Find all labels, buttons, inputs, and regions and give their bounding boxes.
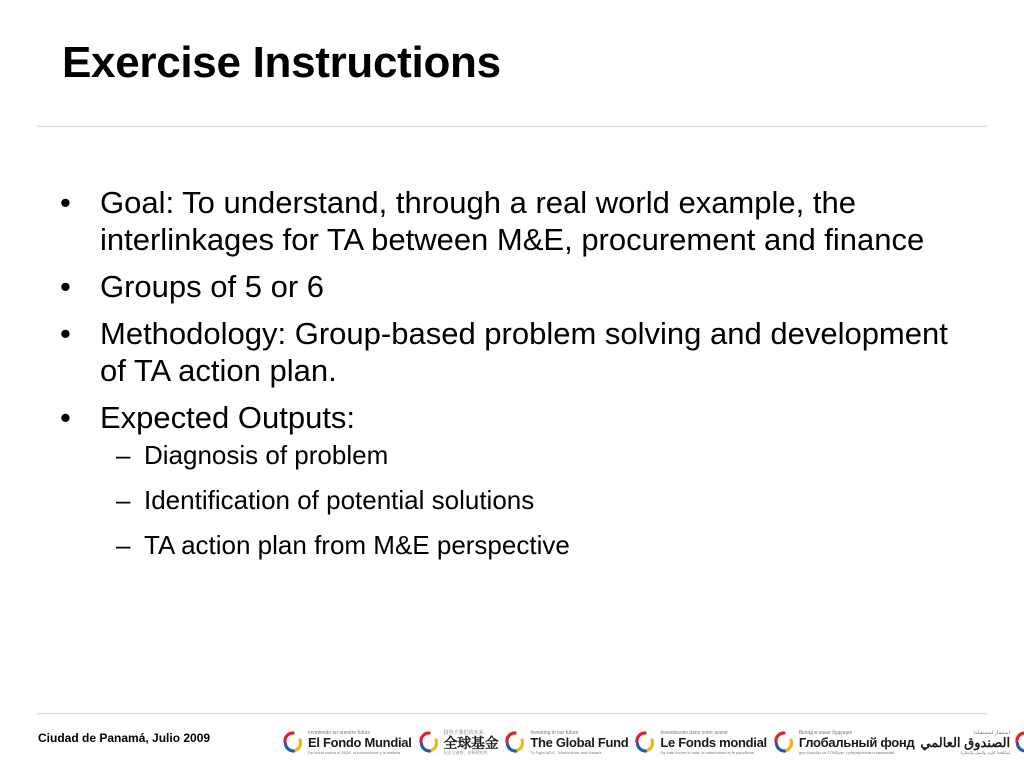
logo-name: The Global Fund [530, 734, 629, 750]
logo-arabic [920, 730, 1024, 755]
bullet-item-goal [60, 184, 980, 258]
logo-chinese [418, 730, 499, 755]
bullet-marker: • [60, 185, 71, 220]
footer-logo-strip [282, 722, 1024, 762]
bullet-text: Goal: To understand, through a real world example, the interlinkages for TA between M&E, procurement and finance [100, 185, 925, 257]
logo-tagline: 投资于我们的未来 [443, 729, 484, 736]
logo-name: الصندوق العالمي [920, 734, 1011, 750]
bullet-list [60, 184, 980, 575]
logo-tagline: Invirtiendo en nuestro futuro [308, 729, 371, 736]
bullet-text: Groups of 5 or 6 [100, 269, 325, 304]
sub-bullet-item [100, 530, 980, 561]
logo-tagline: Investing in our future [530, 729, 579, 736]
sub-bullet-item [100, 440, 980, 471]
logo-tagline: Investissons dans notre avenir [660, 729, 728, 736]
dash-marker: – [116, 485, 131, 515]
logo-subline: для борьбы со СПИДом, туберкулезом и малярией [798, 749, 895, 755]
logo-subline: De lucha contra el SIDA, la tuberculosis y la malaria [308, 749, 401, 755]
slide-title: Exercise Instructions [62, 38, 501, 87]
logo-name: El Fondo Mundial [308, 734, 412, 750]
logo-spanish [282, 730, 412, 755]
footer-divider [36, 713, 988, 714]
bullet-item-expected-outputs [60, 399, 980, 561]
bullet-item-groups [60, 268, 980, 305]
bullet-text: Methodology: Group-based problem solving and development of TA action plan. [100, 316, 948, 388]
logo-english [504, 730, 628, 755]
global-fund-swirl-icon [634, 730, 656, 754]
sub-bullet-item [100, 485, 980, 516]
global-fund-swirl-icon [418, 730, 440, 754]
logo-russian [773, 730, 915, 755]
logo-subline: 抗击艾滋病、结核和疟疾 [443, 749, 488, 755]
logo-french [634, 730, 766, 755]
dash-marker: – [116, 440, 131, 470]
logo-tagline: استثمار لمستقبلنا [974, 729, 1011, 736]
dash-marker: – [116, 530, 131, 560]
bullet-item-methodology [60, 315, 980, 389]
logo-name: Глобальный фонд [798, 734, 915, 750]
logo-subline: To Fight AIDS, Tuberculosis and Malaria [530, 749, 602, 755]
sub-bullet-text: Diagnosis of problem [144, 440, 389, 470]
logo-subline: De lutte contre le sida, la tuberculose et le paludisme [660, 749, 755, 755]
sub-bullet-text: TA action plan from M&E perspective [144, 530, 570, 560]
logo-subline: لمكافحة الإيدز والسل والملاريا [960, 749, 1011, 755]
bullet-text: Expected Outputs: [100, 400, 356, 435]
global-fund-swirl-icon [504, 730, 526, 754]
logo-name: Le Fonds mondial [660, 734, 767, 750]
bullet-marker: • [60, 316, 71, 351]
global-fund-swirl-icon [1014, 730, 1024, 754]
global-fund-swirl-icon [773, 730, 795, 754]
sub-bullet-list [100, 440, 980, 561]
sub-bullet-text: Identification of potential solutions [144, 485, 535, 515]
bullet-marker: • [60, 400, 71, 435]
footer-place-date: Ciudad de Panamá, Julio 2009 [38, 731, 211, 745]
bullet-marker: • [60, 269, 71, 304]
title-divider [36, 126, 988, 127]
logo-tagline: Вклад в наше будущее [798, 729, 853, 736]
logo-name: 全球基金 [443, 734, 499, 751]
global-fund-swirl-icon [282, 730, 304, 754]
